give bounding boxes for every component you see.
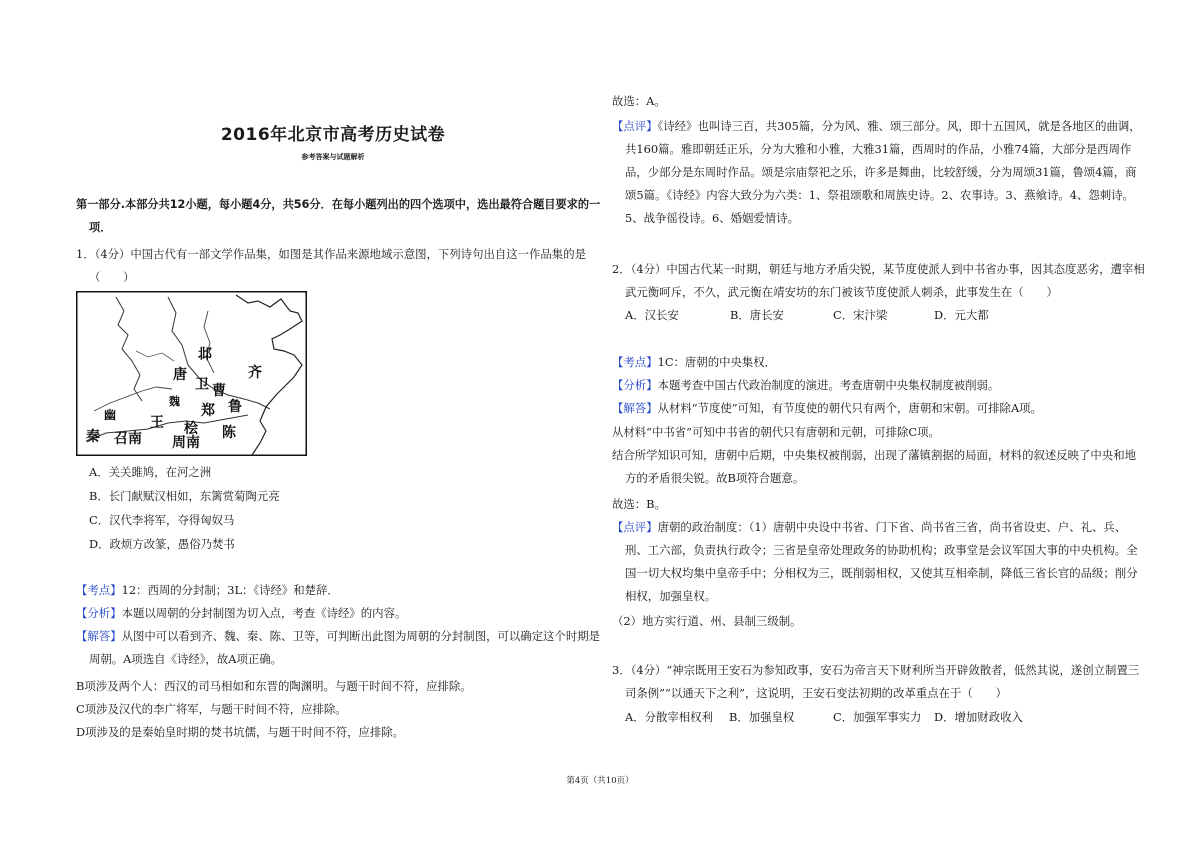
q2-kaodian-tag: 【考点】 (612, 355, 658, 369)
fenxi-text: 本题以周朝的分封制图为切入点，考查《诗经》的内容。 (121, 606, 407, 620)
dianping-tag: 【点评】 (612, 119, 658, 133)
q2-kaodian (612, 351, 1145, 374)
q2-jieda (612, 397, 1145, 420)
q2-note2: 结合所学知识可知，唐朝中后期，中央集权被削弱，出现了藩镇割据的局面，材料的叙述反映了中央和地方的矛盾很尖锐。故B项符合题意。 (612, 448, 1136, 485)
q2-option-b: B．唐长安 (730, 308, 784, 322)
q2-point2: （2）地方实行道、州、县制三级制。 (612, 614, 802, 628)
q2-choice: 故选：B。 (612, 497, 666, 511)
q1-fenxi (76, 602, 603, 625)
section-header: 第一部分.本部分共12小题，每小题4分，共56分．在每小题列出的四个选项中，选出最符合题目要求的一项． (76, 198, 601, 234)
q2-dianping-tag: 【点评】 (612, 520, 658, 534)
q1-option-b: B．长门献赋汉相如，东篱赏菊陶元亮 (89, 489, 280, 503)
q1-b-note: B项涉及两个人：西汉的司马相如和东晋的陶渊明。与题干时间不符，应排除。 (76, 679, 472, 693)
q1-c-note: C项涉及汉代的李广将军，与题干时间不符，应排除。 (76, 702, 347, 716)
q2-jieda-tag: 【解答】 (612, 401, 658, 415)
q1-option-c: C．汉代李将军，夺得匈奴马 (89, 513, 235, 527)
q2-stem: 2．（4分）中国古代某一时期，朝廷与地方矛盾尖锐，某节度使派人到中书省办事，因其态度恶劣，遭宰相武元衡呵斥，不久，武元衡在靖安坊的东门被该节度使派人刺杀，此事发生在（ ） (612, 262, 1145, 299)
map-label-tang: 唐 (173, 367, 187, 383)
paper-title: 2016年北京市高考历史试卷 (220, 125, 446, 145)
map-label-zhounan: 周南 (172, 435, 200, 451)
q1-jieda (76, 625, 603, 671)
q3-option-a: A．分散宰相权利 (625, 710, 713, 724)
q1-choice: 故选：A。 (612, 94, 666, 108)
map-label-kuai: 桧 (184, 421, 198, 437)
map-label-qi: 齐 (248, 365, 262, 381)
q2-fenxi (612, 374, 1145, 397)
map-label-qin: 秦 (86, 429, 100, 445)
q2-kaodian-text: 1C：唐朝的中央集权． (657, 355, 777, 369)
q3-stem: 3．（4分）“神宗既用王安石为参知政事，安石为帝言天下财利所当开辟敛散者，低然其说，遂创立制置三司条例”“以通天下之利”，这说明，王安石变法初期的改革重点在于（ ） (612, 663, 1140, 700)
q3-option-d: D．增加财政收入 (934, 710, 1023, 724)
dianping-text: 《诗经》也叫诗三百，共305篇，分为风、雅、颂三部分。风，即十五国风，就是各地区的曲调，共160篇。雅即朝廷正乐，分为大雅和小雅，大雅31篇，西周时的作品，小雅74篇，大部分是西周作品，少部分是东周时作品。颂是宗庙祭祀之乐，许多是舞曲，比较舒缓，分为周颂31篇，鲁颂4篇，商颂5篇。《诗经》内容大致分为六类：1、祭祖颂歌和周族史诗。2、农事诗。3、燕飨诗。4、怨刺诗。5、战争徭役诗。6、婚姻爱情诗。 (625, 119, 1141, 225)
map-label-cao: 曹 (212, 383, 226, 399)
q1-option-a: A．关关雎鸠，在河之洲 (89, 465, 212, 479)
q2-dianping-text: 唐朝的政治制度：（1）唐朝中央设中书省、门下省、尚书省三省，尚书省设吏、户、礼、兵、刑、工六部，负责执行政令；三省是皇帝处理政务的协助机构；政事堂是会议军国大事的中央机构。全国一切大权均集中皇帝手中；分相权为三，既削弱相权，又使其互相牵制，降低三省长官的品级；削分相权，加强皇权。 (625, 520, 1138, 603)
map-label-chen: 陈 (222, 425, 236, 441)
kaodian-tag: 【考点】 (76, 583, 122, 597)
q1-dianping (612, 115, 1145, 230)
q1-kaodian (76, 579, 603, 602)
map-label-wei: 魏 (169, 395, 180, 408)
q1-d-note: D项涉及的是秦始皇时期的焚书坑儒，与题干时间不符，应排除。 (76, 725, 405, 739)
paper-subtitle: 参考答案与试题解析 (301, 153, 365, 161)
q3-option-c: C．加强军事实力 (833, 710, 922, 724)
q1-stem: 1．（4分）中国古代有一部文学作品集，如图是其作品来源地域示意图，下列诗句出自这一作品集的是（ ） (76, 247, 586, 284)
map-label-zheng: 郑 (201, 403, 215, 419)
fenxi-tag: 【分析】 (76, 606, 122, 620)
q2-fenxi-tag: 【分析】 (612, 378, 658, 392)
q2-option-a: A．汉长安 (625, 308, 679, 322)
map-label-wang: 王 (150, 415, 164, 431)
page-footer: 第4页（共10页） (566, 776, 634, 786)
q1-map (76, 291, 307, 456)
map-label-wei-state: 卫 (195, 377, 209, 393)
q2-option-c: C．宋汴梁 (833, 308, 888, 322)
jieda-tag: 【解答】 (76, 629, 122, 643)
jieda-text: 从图中可以看到齐、魏、秦、陈、卫等，可判断出此图为周朝的分封制图，可以确定这个时期是周朝。A项选自《诗经》，故A项正确。 (89, 629, 600, 666)
q2-option-d: D．元大都 (934, 308, 989, 322)
map-label-zhaonan: 召南 (114, 431, 142, 447)
q2-fenxi-text: 本题考查中国古代政治制度的演进。考查唐朝中央集权制度被削弱。 (657, 378, 1000, 392)
map-label-you: 幽 (104, 408, 117, 422)
map-label-lu: 鲁 (228, 399, 242, 415)
q3-option-b: B．加强皇权 (729, 710, 795, 724)
q1-option-d: D．政烦方改篆，愚俗乃焚书 (89, 537, 235, 551)
map-label-bei: 邶 (198, 347, 212, 363)
q2-note1: 从材料“中书省”可知中书省的朝代只有唐朝和元朝，可排除C项。 (612, 425, 940, 439)
kaodian-text: 12：西周的分封制；3L：《诗经》和楚辞． (121, 583, 339, 597)
q2-jieda-text: 从材料“节度使”可知，有节度使的朝代只有两个，唐朝和宋朝。可排除A项。 (657, 401, 1042, 415)
q2-dianping (612, 516, 1145, 608)
